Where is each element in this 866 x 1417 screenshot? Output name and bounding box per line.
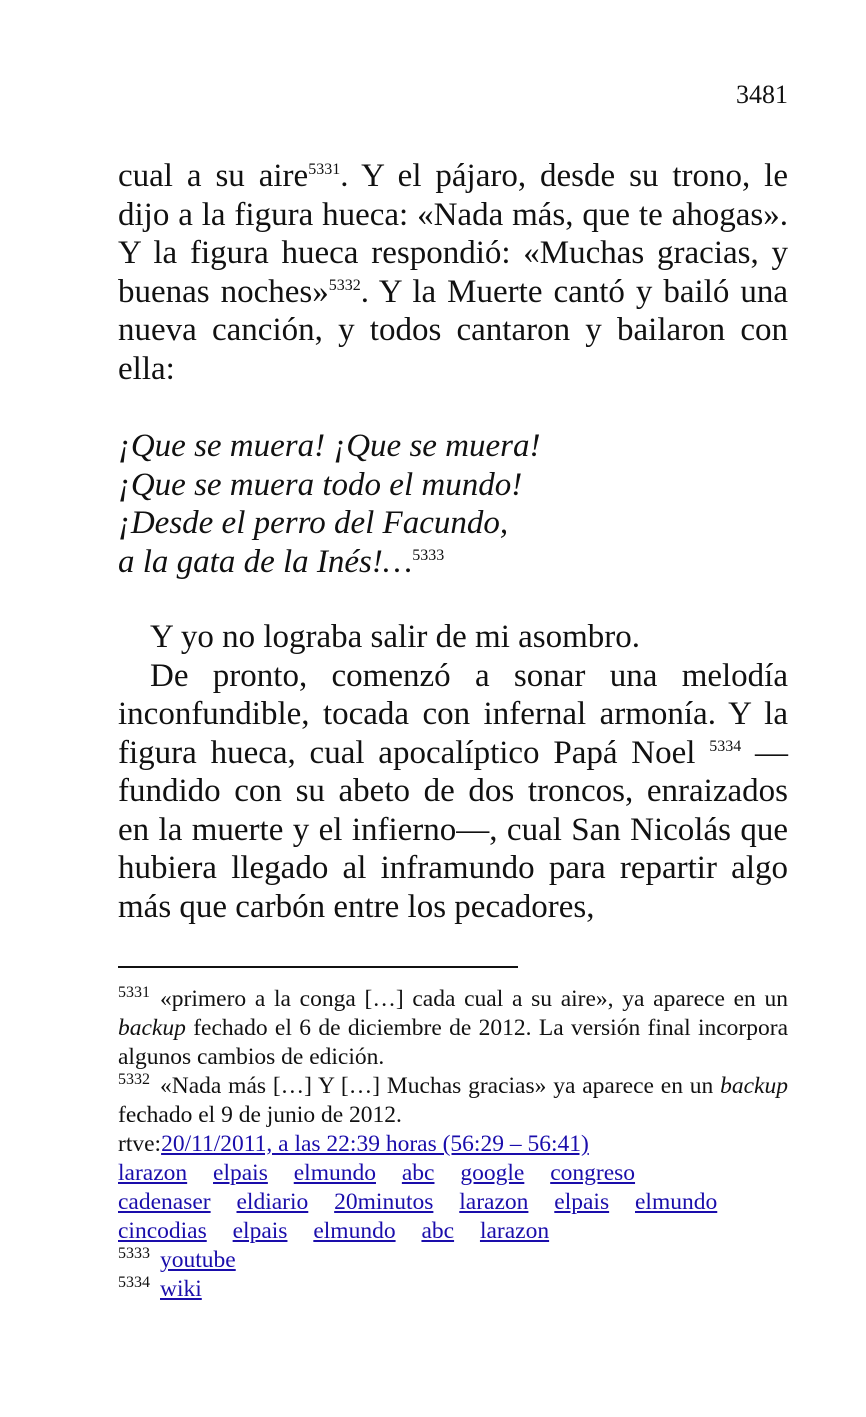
footnote-ref-5333[interactable]: 5333: [412, 546, 445, 564]
link-larazon[interactable]: larazon: [459, 1189, 529, 1215]
paragraph-3: [118, 657, 788, 927]
verse-line-2: ¡Que se muera todo el mundo!: [118, 466, 523, 503]
link-elmundo[interactable]: elmundo: [635, 1189, 718, 1215]
link-congreso[interactable]: congreso: [550, 1160, 636, 1186]
footnote-ref-5331[interactable]: 5331: [308, 161, 341, 178]
p3-text-1: De pronto, comenzó a sonar una melodía inconfundible, tocada con infernal armonía. Y la figura hueca, cual apocalíptico Papá Noel: [118, 657, 788, 771]
p1-text-1: cual a su aire: [118, 158, 309, 194]
footnote-text: «Nada más […] Y […] Muchas gracias» ya aparece en un: [160, 1073, 721, 1099]
main-text-top: [118, 157, 788, 388]
footnote-text: fechado el 9 de junio de 2012.: [118, 1102, 402, 1128]
link-eldiario[interactable]: eldiario: [236, 1189, 309, 1215]
footnote-divider: [118, 966, 518, 968]
verse-line-4-text: a la gata de la Inés!…: [118, 543, 413, 580]
verse-line-4: [118, 543, 541, 582]
links-row-1: [118, 1159, 788, 1188]
link-elmundo[interactable]: elmundo: [313, 1218, 396, 1244]
page-number: 3481: [736, 80, 788, 109]
paragraph-1: [118, 157, 788, 388]
footnote-ref-5334[interactable]: 5334: [709, 737, 742, 755]
footnote-italic: backup: [720, 1073, 788, 1099]
p1-text-3: . Y la Muerte cantó y bailó una nueva canción, y todos cantaron y bailaron con ella:: [118, 273, 788, 387]
verse-block: [118, 427, 541, 581]
footnote-text: fechado el 6 de diciembre de 2012. La versión final incorpora algunos cambios de edición.: [118, 1015, 788, 1070]
link-cadenaser[interactable]: cadenaser: [118, 1189, 211, 1215]
footnote-ref-5332[interactable]: 5332: [328, 276, 361, 294]
footnote-5333: [118, 1246, 788, 1275]
link-20minutos[interactable]: 20minutos: [334, 1189, 434, 1215]
footnote-number: 5331: [118, 984, 150, 1002]
footnote-5331: [118, 985, 788, 1072]
p3-text-2: —fundido con su abeto de dos troncos, enraizados en la muerte y el infierno—, cual San Nicolás que hubiera llegado al inframundo para repartir algo más que carbón entre los pecadores,: [118, 734, 789, 925]
link-google[interactable]: google: [460, 1160, 525, 1186]
link-abc[interactable]: abc: [421, 1218, 455, 1244]
footnote-number: 5334: [118, 1274, 150, 1292]
footnote-number: 5333: [118, 1245, 150, 1263]
footnote-5334: [118, 1275, 788, 1304]
footnotes: [118, 985, 788, 1304]
link-larazon[interactable]: larazon: [118, 1160, 188, 1186]
footnote-5332: [118, 1072, 788, 1130]
link-elpais[interactable]: elpais: [232, 1218, 288, 1244]
verse-line-1: ¡Que se muera! ¡Que se muera!: [118, 428, 541, 464]
link-abc[interactable]: abc: [401, 1160, 435, 1186]
link-cincodias[interactable]: cincodias: [118, 1218, 207, 1244]
p1-text-2: . Y el pájaro, desde su trono, le dijo a la figura hueca: «Nada más, que te ahogas». Y la figura hueca respondió: «Muchas gracias, y buenas noches»: [118, 158, 789, 310]
link-elpais[interactable]: elpais: [554, 1189, 610, 1215]
rtve-prefix: rtve:: [118, 1131, 162, 1157]
link-elpais[interactable]: elpais: [213, 1160, 268, 1186]
links-row-3: [118, 1217, 788, 1246]
rtve-line: [118, 1130, 788, 1159]
rtve-link[interactable]: 20/11/2011, a las 22:39 horas (56:29 – 56:41): [161, 1131, 589, 1157]
verse-line-3: ¡Desde el perro del Facundo,: [118, 505, 509, 541]
main-text-bottom: [118, 618, 788, 926]
paragraph-2: Y yo no lograba salir de mi asombro.: [150, 619, 641, 655]
link-youtube[interactable]: youtube: [160, 1247, 236, 1273]
footnote-number: 5332: [118, 1071, 150, 1089]
footnote-italic: backup: [118, 1015, 186, 1041]
link-elmundo[interactable]: elmundo: [293, 1160, 376, 1186]
links-row-2: [118, 1188, 788, 1217]
footnote-text: «primero a la conga […] cada cual a su aire», ya aparece en un: [160, 986, 788, 1012]
link-wiki[interactable]: wiki: [160, 1276, 202, 1302]
link-larazon[interactable]: larazon: [479, 1218, 550, 1244]
